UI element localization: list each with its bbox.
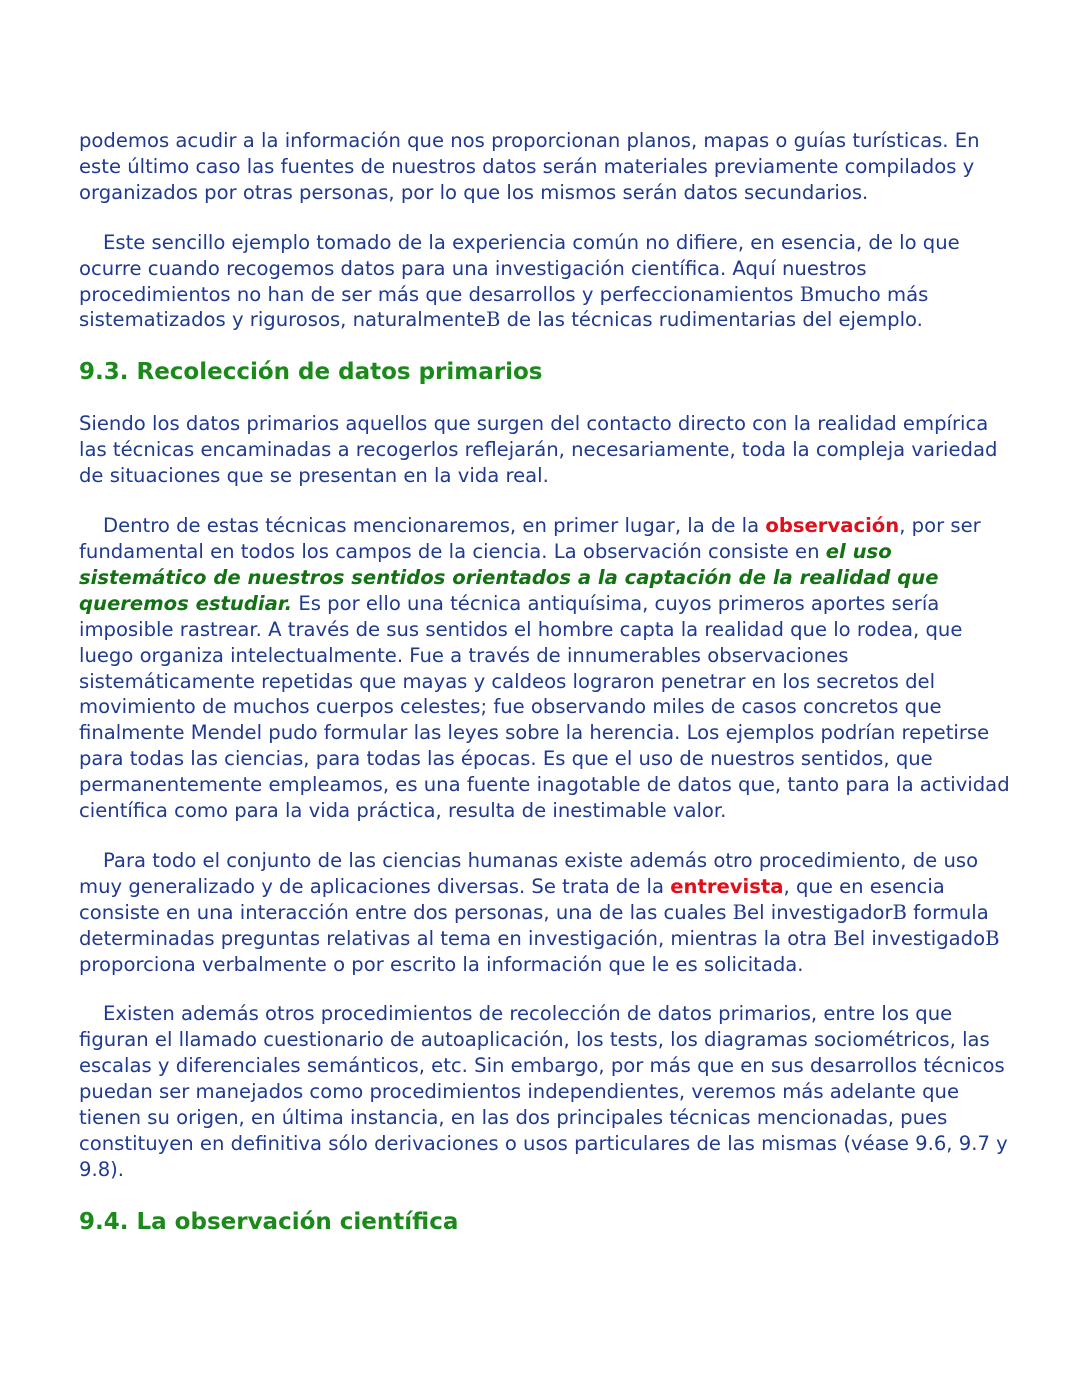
section-heading-9-3: 9.3. Recolección de datos primarios [79, 359, 543, 386]
symbol-mark: B [732, 900, 748, 924]
paragraph-otros-procedimientos: Existen además otros procedimientos de recolección de datos primarios, entre los que figuran el llamado cuestionario de autoaplicación, los tests, los diagramas sociométricos, las escalas y diferenciales semánticos, etc. Sin embargo, por más que en sus desarrollos técnicos puedan ser manejados como procedimientos independientes, veremos más adelante que tienen su origen, en última instancia, en las dos principales técnicas mencionadas, pues constituyen en definitiva sólo derivaciones o usos particulares de las mismas (véase 9.6, 9.7 y 9.8). [79, 1002, 1008, 1181]
text-run: proporciona verbalmente o por escrito la información que le es solicitada. [79, 952, 804, 976]
text-run: el investigador [747, 900, 893, 924]
text-run: formula determinadas preguntas relativas al tema en investigación, mientras la otra [79, 900, 989, 950]
text-run: de las técnicas rudimentarias del ejemplo. [500, 308, 923, 332]
paragraph-datos-secundarios: podemos acudir a la información que nos proporcionan planos, mapas o guías turísticas. En este último caso las fuentes de nuestros datos serán materiales previamente compilados y organizados por otras personas, por lo que los mismos serán datos secundarios. [79, 129, 980, 204]
symbol-mark: B [833, 926, 848, 950]
text-run: , por ser fundamental en todos los campos de la ciencia. La observación consiste en [79, 514, 981, 563]
term-entrevista: entrevista [670, 874, 784, 898]
term-observacion: observación [765, 514, 900, 538]
symbol-mark: B [892, 900, 907, 924]
text-run: mucho más sistematizados y rigurosos, naturalmente [79, 282, 929, 332]
symbol-mark: B [485, 308, 501, 332]
section-heading-9-4: 9.4. La observación científica [79, 1208, 459, 1235]
text-run: Es por ello una técnica antiquísima, cuyos primeros aportes sería imposible rastrear. A través de sus sentidos el hombre capta la realidad que lo rodea, que luego organiza intelectualmente. Fue a través de innumerables observaciones sistemáticamente repetidas que mayas y caldeos lograron penetrar en los secretos del movimiento de muchos cuerpos celestes; fue observando miles de casos concretos que finalmente Mendel pudo formular las leyes sobre la herencia. Los ejemplos podrían repetirse para todas las ciencias, para todas las épocas. Es que el uso de nuestros sentidos, que permanentemente empleamos, es una fuente inagotable de datos que, tanto para la actividad científica como para la vida práctica, resulta de inestimable valor. [79, 591, 1010, 823]
text-run: Para todo el conjunto de las ciencias humanas existe además otro procedimiento, de uso muy generalizado y de aplicaciones diversas. Se trata de la [79, 848, 979, 898]
paragraph-entrevista [79, 848, 1019, 978]
observacion-definition: el uso sistemático de nuestros sentidos orientados a la captación de la realidad que queremos estudiar. [79, 539, 939, 615]
document-page [79, 128, 1019, 1261]
symbol-mark: B [799, 282, 815, 306]
text-run: Este sencillo ejemplo tomado de la experiencia común no difiere, en esencia, de lo que ocurre cuando recogemos datos para una investigación científica. Aquí nuestros procedimientos no han de ser más que desarrollos y perfeccionamientos [79, 230, 960, 306]
paragraph-ejemplo-experiencia [79, 230, 1019, 334]
symbol-mark: B [985, 926, 1000, 950]
paragraph-observacion [79, 513, 1019, 824]
text-run: Dentro de estas técnicas mencionaremos, en primer lugar, la de la [103, 514, 766, 538]
text-run: , que en esencia consiste en una interacción entre dos personas, una de las cuales [79, 874, 945, 924]
text-run: el investigado [847, 926, 986, 950]
paragraph-datos-primarios: Siendo los datos primarios aquellos que surgen del contacto directo con la realidad empírica las técnicas encaminadas a recogerlos reflejarán, necesariamente, toda la compleja variedad de situaciones que se presentan en la vida real. [79, 412, 998, 488]
